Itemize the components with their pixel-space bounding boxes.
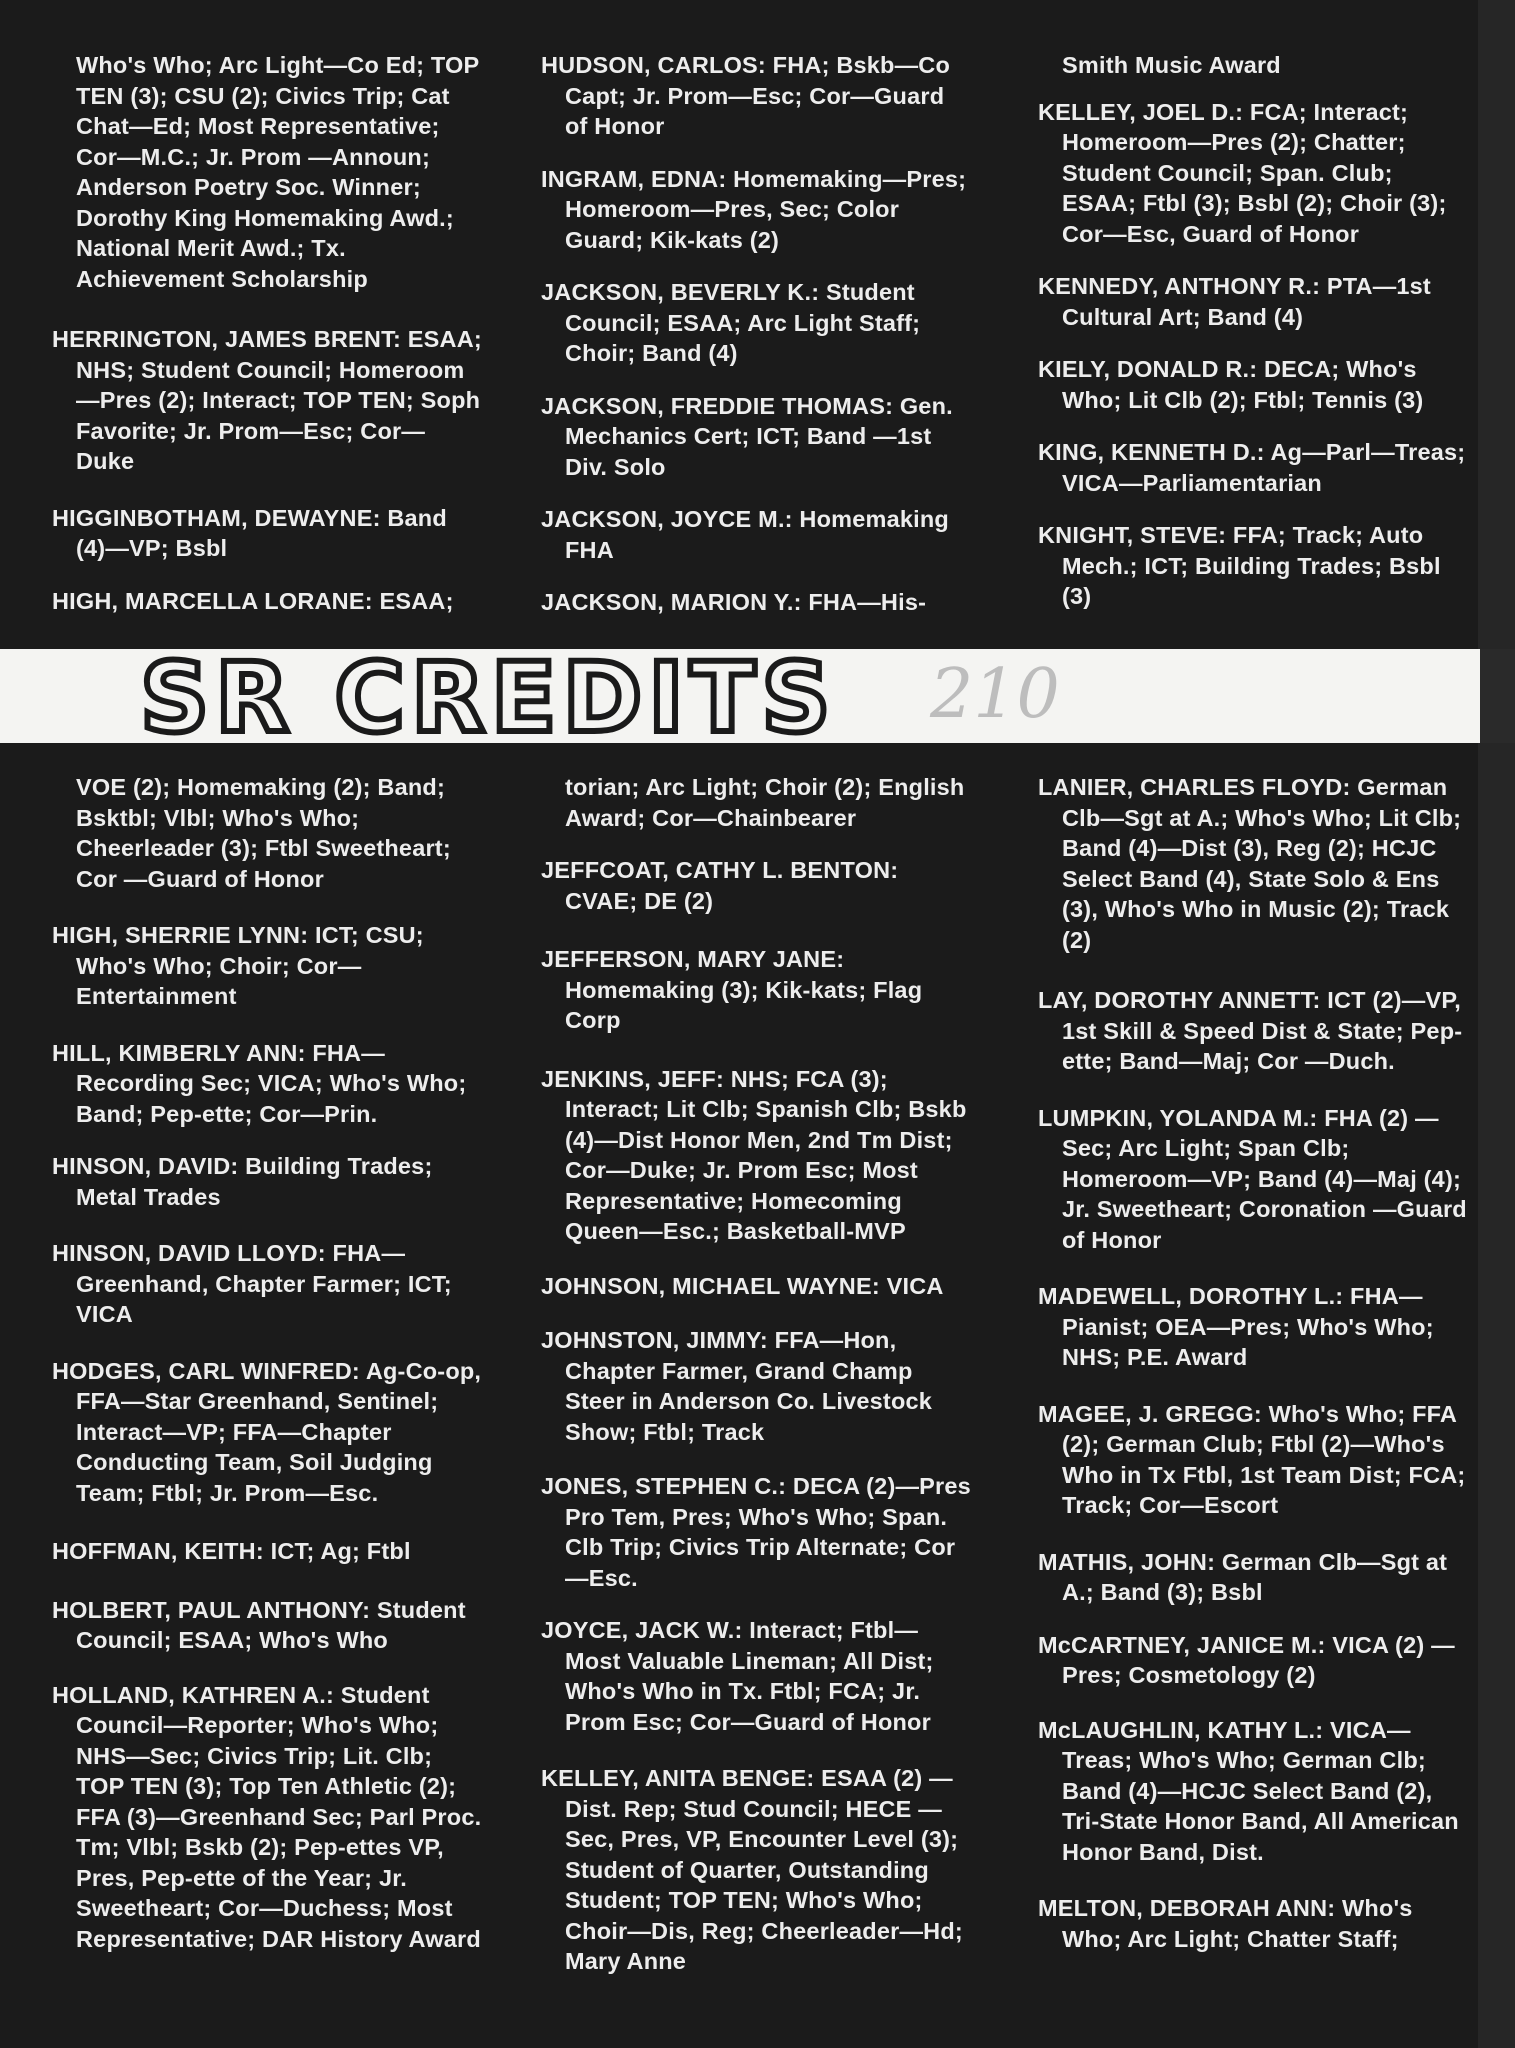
credit-entry: JOYCE, JACK W.: Interact; Ftbl—Most Valuable Lineman; All Dist; Who's Who in Tx. Ftbl; FCA; Jr. Prom Esc; Cor—Guard of Honor [541,1617,934,1735]
credit-entry: MAGEE, J. GREGG: Who's Who; FFA (2); German Club; Ftbl (2)—Who's Who in Tx Ftbl, 1st Team Dist; FCA; Track; Cor—Escort [1038,1400,1466,1518]
credit-entry: McLAUGHLIN, KATHY L.: VICA—Treas; Who's Who; German Clb; Band (4)—HCJC Select Band (2), Tri-State Honor Band, All American Honor Band, Dist. [1038,1716,1459,1865]
credit-entry: HOFFMAN, KEITH: ICT; Ag; Ftbl [52,1538,411,1564]
top-column-1 [52,50,482,638]
top-column-3 [1038,50,1468,634]
credit-entry: McCARTNEY, JANICE M.: VICA (2) —Pres; Cosmetology (2) [1038,1631,1455,1688]
credit-entry: JACKSON, FREDDIE THOMAS: Gen. Mechanics Cert; ICT; Band —1st Div. Solo [541,392,953,480]
credit-entry: HODGES, CARL WINFRED: Ag-Co-op, FFA—Star Greenhand, Sentinel; Interact—VP; FFA—Chapter Conducting Team, Soil Judging Team; Ftbl; Jr. Prom—Esc. [52,1357,482,1506]
credit-entry: torian; Arc Light; Choir (2); English Award; Cor—Chainbearer [565,774,965,831]
credit-entry: KELLEY, JOEL D.: FCA; Interact; Homeroom—Pres (2); Chatter; Student Council; Span. Club; ESAA; Ftbl (3); Bsbl (2); Choir (3); Cor—Esc, Guard of Honor [1038,98,1447,247]
credit-entry: LANIER, CHARLES FLOYD: German Clb—Sgt at A.; Who's Who; Lit Clb; Band (4)—Dist (3), Reg (2); HCJC Select Band (4), State Solo & Ens (3), Who's Who in Music (2); Track (2) [1038,774,1462,953]
page-edge [1478,0,1515,2048]
credit-entry: Smith Music Award [1062,52,1281,78]
credit-entry: KNIGHT, STEVE: FFA; Track; Auto Mech.; ICT; Building Trades; Bsbl (3) [1038,522,1441,609]
credit-entry: JACKSON, MARION Y.: FHA—His- [541,589,927,615]
credit-entry: KING, KENNETH D.: Ag—Parl—Treas; VICA—Parliamentarian [1038,439,1466,496]
bottom-column-1 [52,772,482,1976]
credit-entry: HOLBERT, PAUL ANTHONY: Student Council; ESAA; Who's Who [52,1596,466,1653]
credit-entry: MATHIS, JOHN: German Clb—Sgt at A.; Band (3); Bsbl [1038,1548,1448,1605]
credit-entry: HOLLAND, KATHREN A.: Student Council—Reporter; Who's Who; NHS—Sec; Civics Trip; Lit. Clb; TOP TEN (3); Top Ten Athletic (2); FFA (3)—Greenhand Sec; Parl Proc. Tm; Vlbl; Bskb (2); Pep-ettes VP, Pres, Pep-ette of the Year; Jr. Sweetheart; Cor—Duchess; Most Representative; DAR History Award [52,1681,482,1952]
credit-entry: HINSON, DAVID: Building Trades; Metal Trades [52,1153,433,1210]
credit-entry: MADEWELL, DOROTHY L.: FHA—Pianist; OEA—Pres; Who's Who; NHS; P.E. Award [1038,1283,1434,1370]
credit-entry: KENNEDY, ANTHONY R.: PTA—1st Cultural Art; Band (4) [1038,273,1431,330]
credit-entry: JOHNSTON, JIMMY: FFA—Hon, Chapter Farmer, Grand Champ Steer in Anderson Co. Livestock Show; Ftbl; Track [541,1327,933,1445]
credit-entry: Who's Who; Arc Light—Co Ed; TOP TEN (3); CSU (2); Civics Trip; Cat Chat—Ed; Most Representative; Cor—M.C.; Jr. Prom —Announ; Anderson Poetry Soc. Winner; Dorothy King Homemaking Awd.; National Merit Awd.; Tx. Achievement Scholarship [76,52,479,292]
band-edge [1480,649,1515,743]
credit-entry: KELLEY, ANITA BENGE: ESAA (2) —Dist. Rep; Stud Council; HECE —Sec, Pres, VP, Encounter Level (3); Student of Quarter, Outstanding Student; TOP TEN; Who's Who; Choir—Dis, Reg; Cheerleader—Hd; Mary Anne [541,1765,963,1974]
credit-entry: HIGH, MARCELLA LORANE: ESAA; [52,587,454,614]
credit-entry: JENKINS, JEFF: NHS; FCA (3); Interact; Lit Clb; Spanish Clb; Bskb (4)—Dist Honor Men, 2nd Tm Dist; Cor—Duke; Jr. Prom Esc; Most Representative; Homecoming Queen—Esc.; Basketball-MVP [541,1065,967,1244]
credit-entry: LUMPKIN, YOLANDA M.: FHA (2) —Sec; Arc Light; Span Clb; Homeroom—VP; Band (4)—Maj (4); Jr. Sweetheart; Coronation —Guard of Honor [1038,1104,1467,1253]
credit-entry: HUDSON, CARLOS: FHA; Bskb—Co Capt; Jr. Prom—Esc; Cor—Guard of Honor [541,52,951,139]
bottom-column-2 [541,772,971,1999]
credit-entry: HINSON, DAVID LLOYD: FHA—Greenhand, Chapter Farmer; ICT; VICA [52,1240,452,1327]
page-title: SR CREDITS [140,642,837,754]
credit-entry: HERRINGTON, JAMES BRENT: ESAA; NHS; Student Council; Homeroom—Pres (2); Interact; TOP TEN; Soph Favorite; Jr. Prom—Esc; Cor—Duke [52,326,482,474]
bottom-column-3 [1038,772,1468,1976]
credit-entry: HILL, KIMBERLY ANN: FHA—Recording Sec; VICA; Who's Who; Band; Pep-ette; Cor—Prin. [52,1039,467,1127]
credit-entry: LAY, DOROTHY ANNETT: ICT (2)—VP, 1st Skill & Speed Dist & State; Pep-ette; Band—Maj; Cor —Duch. [1038,987,1463,1074]
page-number: 210 [930,655,1060,734]
credit-entry: VOE (2); Homemaking (2); Band; Bsktbl; Vlbl; Who's Who; Cheerleader (3); Ftbl Sweetheart; Cor —Guard of Honor [76,774,451,892]
credit-entry: JOHNSON, MICHAEL WAYNE: VICA [541,1272,944,1299]
credit-entry: HIGH, SHERRIE LYNN: ICT; CSU; Who's Who; Choir; Cor—Entertainment [52,922,424,1009]
credit-entry: JACKSON, JOYCE M.: Homemaking FHA [541,506,949,563]
top-column-2 [541,50,971,640]
credit-entry: HIGGINBOTHAM, DEWAYNE: Band (4)—VP; Bsbl [52,504,447,561]
credit-entry: MELTON, DEBORAH ANN: Who's Who; Arc Light; Chatter Staff; [1038,1895,1413,1952]
credit-entry: JEFFCOAT, CATHY L. BENTON: CVAE; DE (2) [541,857,899,914]
credit-entry: JACKSON, BEVERLY K.: Student Council; ESAA; Arc Light Staff; Choir; Band (4) [541,279,921,366]
credit-entry: JONES, STEPHEN C.: DECA (2)—Pres Pro Tem, Pres; Who's Who; Span. Clb Trip; Civics Trip Alternate; Cor—Esc. [541,1473,971,1591]
credit-entry: KIELY, DONALD R.: DECA; Who's Who; Lit Clb (2); Ftbl; Tennis (3) [1038,356,1424,413]
credit-entry: JEFFERSON, MARY JANE: Homemaking (3); Kik-kats; Flag Corp [541,946,923,1033]
credit-entry: INGRAM, EDNA: Homemaking—Pres; Homeroom—Pres, Sec; Color Guard; Kik-kats (2) [541,165,967,253]
